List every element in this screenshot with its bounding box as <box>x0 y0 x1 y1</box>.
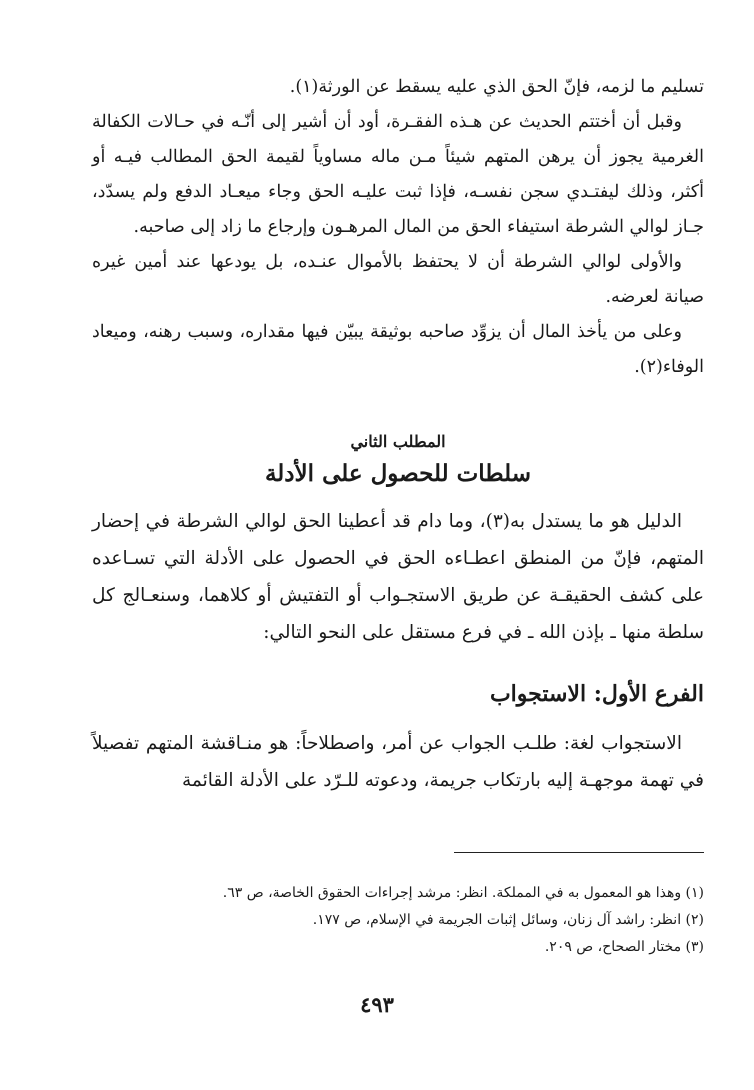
section-heading: سلطات للحصول على الأدلة <box>264 460 532 487</box>
section-subheading: المطلب الثاني <box>350 432 446 451</box>
paragraph: والأولى لوالي الشرطة أن لا يحتفظ بالأموال عنـده، بل يودعها عند أمين غيره صيانة لعرضه. <box>92 252 704 307</box>
footnotes <box>144 880 704 961</box>
footnote: (١) وهذا هو المعمول به في المملكة. انظر: مرشد إجراءات الحقوق الخاصة، ص ٦٣. <box>222 885 704 901</box>
paragraph: تسليم ما لزمه، فإنّ الحق الذي عليه يسقط عن الورثة(١). <box>289 77 704 97</box>
paragraph: الاستجواب لغة: طلـب الجواب عن أمر، واصطلاحاً: هو منـاقشة المتهم تفصيلاً في تهمة موجهـة إليه بارتكاب جريمة، ودعوته للـرّد على الأدلة القائمة <box>92 733 704 791</box>
page-number: ٤٩٣ <box>360 992 394 1017</box>
footnote: (٣) مختار الصحاح، ص ٢٠٩. <box>544 939 704 955</box>
page-body <box>92 70 704 799</box>
continued-section <box>92 70 704 385</box>
paragraph: وعلى من يأخذ المال أن يزوِّد صاحبه بوثيقة يبيّن فيها مقداره، وسبب رهنه، وميعاد الوفاء(٢). <box>92 322 704 377</box>
branch-interrogation <box>92 677 704 799</box>
section-evidence-powers <box>92 429 704 651</box>
footnote: (٢) انظر: راشد آل زنان، وسائل إثبات الجريمة في الإسلام، ص ١٧٧. <box>312 912 704 928</box>
paragraph: وقبل أن أختتم الحديث عن هـذه الفقـرة، أود أن أشير إلى أنّـه في حـالات الكفالة الغرمية يجوز أن يرهن المتهم شيئاً مـن ماله مساوياً لقيمة الحق المطالب فيـه أو أكثر، وذلك ليفتـدي سجن نفسـه، فإذا ثبت عليـه الحق وجاء ميعـاد الدفع ولم يسدّد، جـاز لوالي الشرطة استيفاء الحق من المال المرهـون وإرجاع ما زاد إلى صاحبه. <box>92 112 704 237</box>
branch-title: الفرع الأول: الاستجواب <box>489 681 704 707</box>
paragraph: الدليل هو ما يستدل به(٣)، وما دام قد أعطينا الحق لوالي الشرطة في إحضار المتهم، فإنّ من المنطق اعطـاءه الحق في الحصول على الأدلة التي تسـاعده على كشف الحقيقـة عن طريق الاستجـواب أو التفتيش أو كلاهما، وسنعـالج كل سلطة منها ـ بإذن الله ـ في فرع مستقل على النحو التالي: <box>92 511 704 643</box>
footnote-divider <box>454 852 704 853</box>
